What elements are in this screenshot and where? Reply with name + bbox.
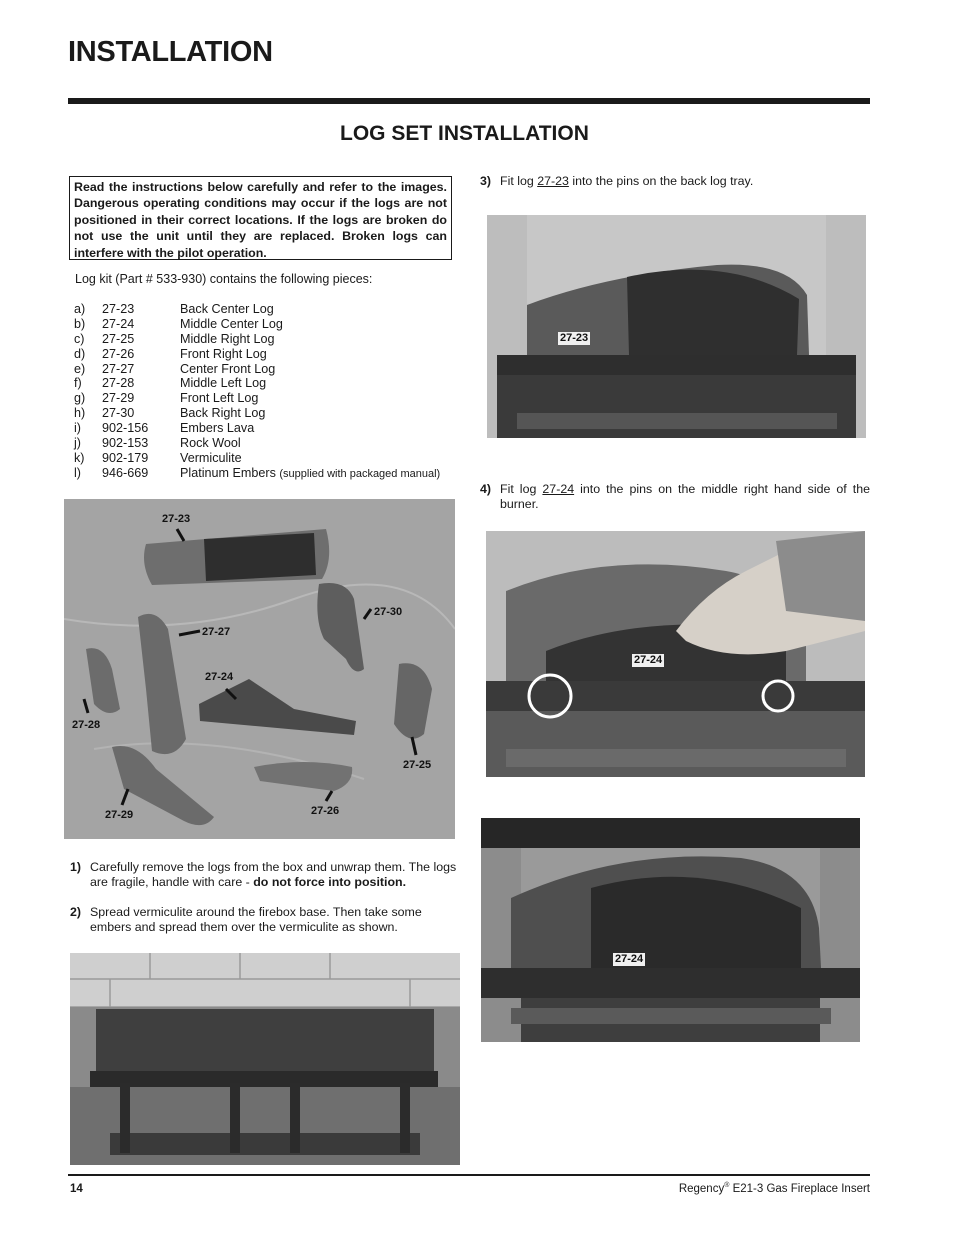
log-callout: 27-24 xyxy=(634,654,663,666)
step-3: 3) Fit log 27-23 into the pins on the back log tray. xyxy=(480,174,754,188)
photo-step-4 xyxy=(486,531,865,777)
kit-intro: Log kit (Part # 533-930) contains the following pieces: xyxy=(75,272,373,286)
step-1: 1) Carefully remove the logs from the box and unwrap them. The logs are fragile, handle with care - do not force into position. xyxy=(70,860,457,889)
photo-step-3 xyxy=(487,215,866,438)
log-callout: 27-24 xyxy=(615,953,644,965)
log-label: 27-24 xyxy=(205,671,234,683)
photo-step-4-result xyxy=(481,818,860,1042)
photo-firebox-vermiculite xyxy=(70,953,460,1165)
log-label: 27-29 xyxy=(105,809,134,821)
footer-rule xyxy=(68,1174,870,1176)
section-title: LOG SET INSTALLATION xyxy=(340,122,589,145)
log-label: 27-23 xyxy=(162,513,191,525)
header-rule xyxy=(68,98,870,104)
warning-box: Read the instructions below carefully and refer to the images. Dangerous operating conditions may occur if the logs are not positioned in their correct locations. If the logs are broken do not use the unit until they are replaced. Broken logs can interfere with the pilot operation. xyxy=(69,176,452,260)
log-label: 27-28 xyxy=(72,719,101,731)
photo-log-pieces xyxy=(64,499,455,839)
page-title: INSTALLATION xyxy=(68,36,273,68)
log-label: 27-25 xyxy=(403,759,432,771)
footer-product: Regency® E21-3 Gas Fireplace Insert xyxy=(678,1182,870,1195)
log-callout: 27-23 xyxy=(560,332,589,344)
log-label: 27-26 xyxy=(311,805,340,817)
log-label: 27-30 xyxy=(374,606,403,618)
step-4: 4) Fit log 27-24 into the pins on the middle right hand side of the burner. xyxy=(480,482,871,511)
step-2: 2) Spread vermiculite around the firebox base. Then take some embers and spread them over the vermiculite as shown. xyxy=(70,905,422,934)
page-number: 14 xyxy=(70,1183,83,1195)
log-label: 27-27 xyxy=(202,626,231,638)
